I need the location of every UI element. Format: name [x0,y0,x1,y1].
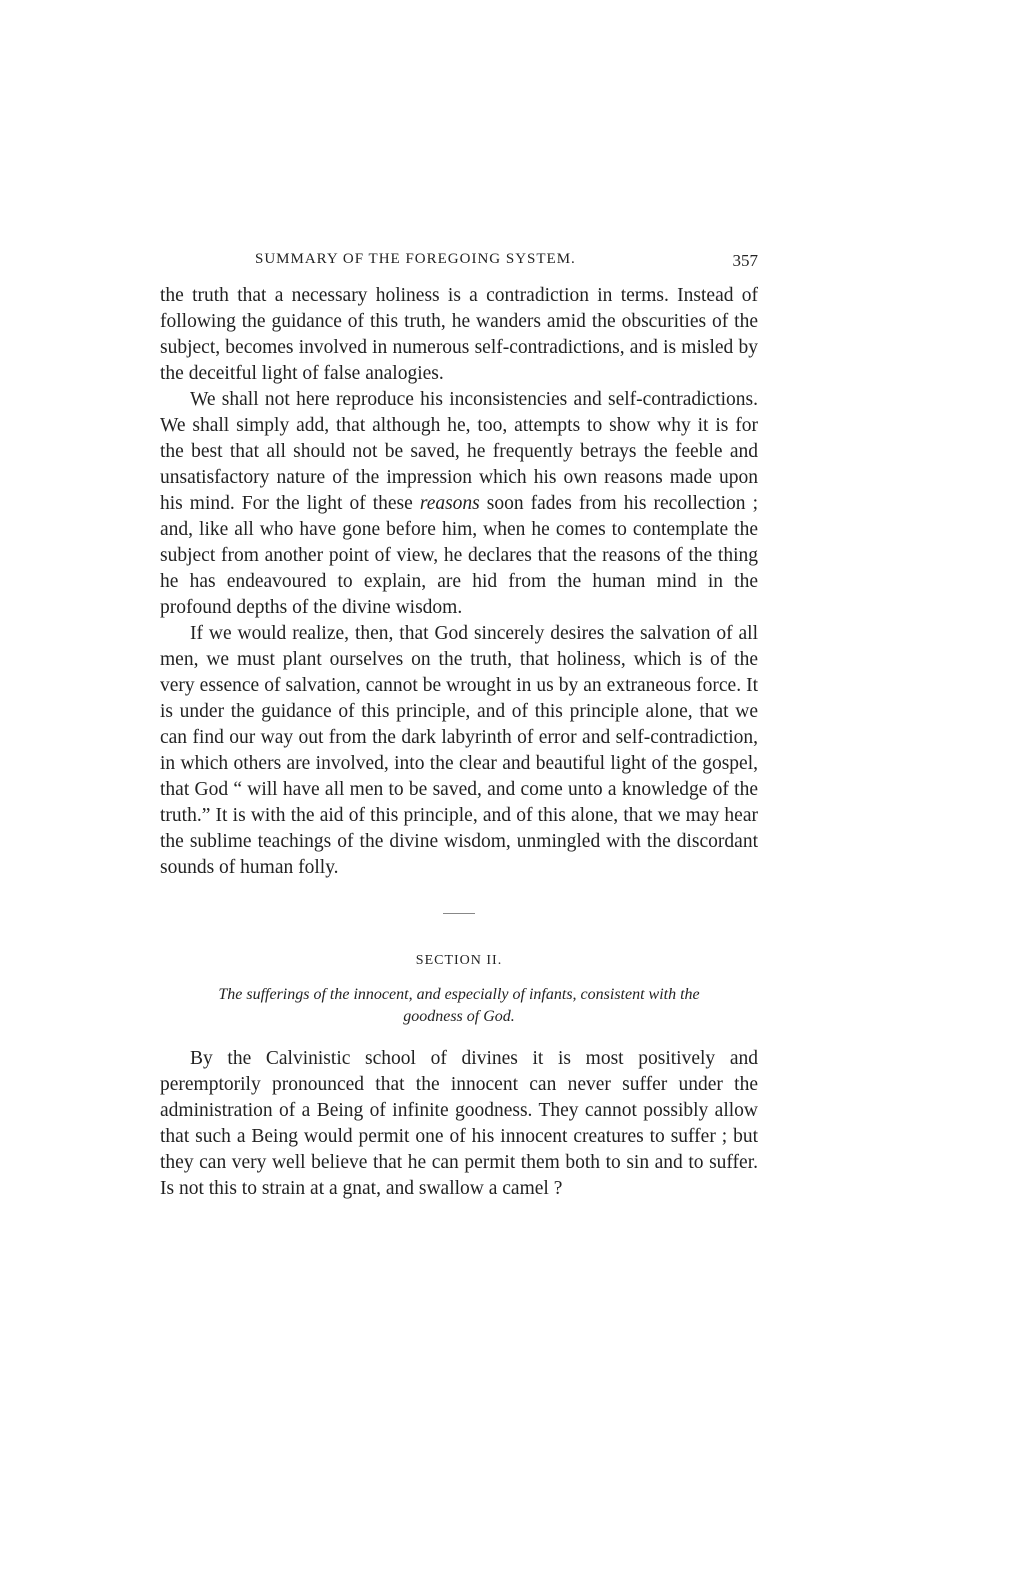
section-divider [443,913,475,914]
body-paragraph: By the Calvinistic school of divines it is most positively and peremptorily pronounced that the innocent can never suffer under the administration of a Being of infinite goodness. They cannot possibly allow that such a Being would permit one of his innocent creatures to suffer ; but they can very well believe that he can permit them both to sin and to suffer. Is not this to strain at a gnat, and swallow a camel ? [160,1048,758,1199]
body-paragraph: the truth that a necessary holiness is a contradiction in terms. Instead of following the guidance of this truth, he wanders amid the obscurities of the subject, becomes involved in numerous self-contradictions, and is misled by the deceitful light of false analogies. [160,285,758,384]
running-title: SUMMARY OF THE FOREGOING SYSTEM. [255,251,576,267]
section-heading: SECTION II. [415,953,503,968]
paragraph-text: soon fades from his recollection ; and, like all who have gone before him, when he comes to contemplate the subject from another point of view, he declares that the reasons of the thing he has endeavoured to explain, are hid from the human mind in the profound depths of the divine wisdom. [160,493,758,618]
running-head [160,251,758,275]
emphasis-text: reasons [419,493,480,514]
paragraph-text: We shall not here reproduce his inconsistencies and self-contradictions. We shall simply add, that although he, too, attempts to show why it is for the best that all should not be saved, he frequently betrays the feeble and unsatisfactory nature of the impression which his own reasons made upon his mind. For the light of these [160,389,758,514]
section-subtitle-line: The sufferings of the innocent, and especially of infants, consistent with the [218,986,700,1003]
text-block [160,283,758,1202]
page-number: 357 [732,251,758,270]
section-subtitle-line: goodness of God. [403,1008,515,1025]
section-subtitle [160,984,758,1028]
body-paragraph [160,387,758,621]
body-paragraph: If we would realize, then, that God sincerely desires the salvation of all men, we must plant ourselves on the truth, that holiness, which is of the very essence of salvation, cannot be wrought in us by an extraneous force. It is under the guidance of this principle, and of this principle alone, that we can find our way out from the dark labyrinth of error and self-contradiction, in which others are involved, into the clear and beautiful light of the gospel, that God “ will have all men to be saved, and come unto a knowledge of the truth.” It is with the aid of this principle, and of this alone, that we may hear the sublime teachings of the divine wisdom, unmingled with the discordant sounds of human folly. [160,623,758,878]
